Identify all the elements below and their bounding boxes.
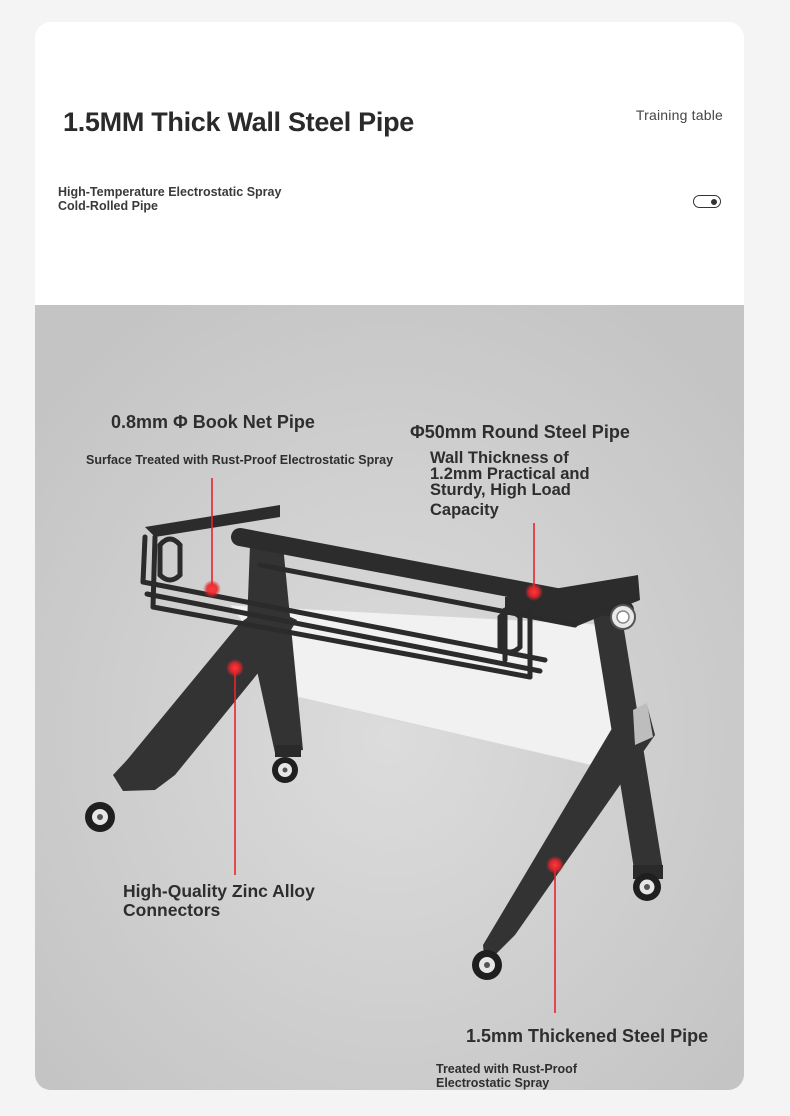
subtitle xyxy=(58,185,338,213)
caster-back-left xyxy=(272,757,298,783)
round-pipe-desc-line-3: Sturdy, High Load xyxy=(430,481,571,499)
caster-front-right xyxy=(472,950,502,980)
page-title: 1.5MM Thick Wall Steel Pipe xyxy=(63,107,414,137)
round-pipe-desc-line-2: 1.2mm Practical and xyxy=(430,465,590,483)
product-photo xyxy=(35,305,744,1090)
header-section xyxy=(35,22,744,305)
book-net-title: 0.8mm Φ Book Net Pipe xyxy=(111,412,315,432)
toggle-switch[interactable] xyxy=(693,195,721,208)
product-type-label: Training table xyxy=(635,107,723,123)
thick-pipe-title: 1.5mm Thickened Steel Pipe xyxy=(466,1026,709,1046)
toggle-knob xyxy=(711,199,717,205)
thick-pipe-desc xyxy=(436,1062,577,1090)
marker-book-net xyxy=(203,580,221,598)
zinc-label-line-1: High-Quality Zinc Alloy xyxy=(123,881,315,901)
zinc-label-line-2: Connectors xyxy=(123,900,221,920)
round-pipe-desc xyxy=(430,450,590,518)
marker-zinc xyxy=(226,659,244,677)
round-pipe-desc-line-4: Capacity xyxy=(430,501,499,519)
book-net-desc: Surface Treated with Rust-Proof Electrostatic Spray xyxy=(86,453,394,467)
thick-pipe-desc-line-2: Electrostatic Spray xyxy=(436,1076,550,1090)
subtitle-line-2: Cold-Rolled Pipe xyxy=(58,199,158,213)
caster-front-left xyxy=(85,802,115,832)
marker-thick-pipe xyxy=(546,856,564,874)
caster-back-right xyxy=(633,873,661,901)
marker-round-pipe xyxy=(525,583,543,601)
round-pipe-title: Φ50mm Round Steel Pipe xyxy=(410,422,630,442)
product-card xyxy=(35,22,744,1090)
thick-pipe-desc-line-1: Treated with Rust-Proof xyxy=(436,1062,577,1076)
round-pipe-desc-line-1: Wall Thickness of xyxy=(430,449,569,467)
zinc-label xyxy=(123,882,315,920)
subtitle-line-1: High-Temperature Electrostatic Spray xyxy=(58,185,282,199)
